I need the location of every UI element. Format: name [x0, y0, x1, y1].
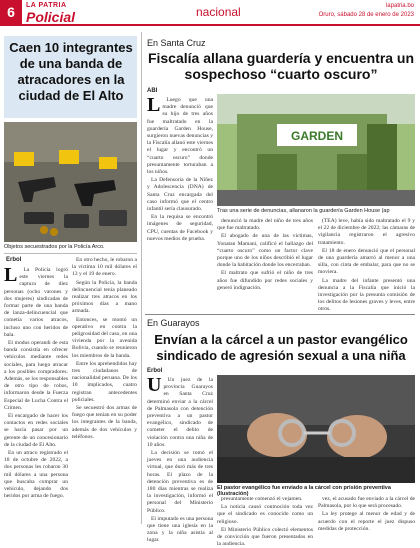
left-story-col1	[4, 264, 68, 525]
drop-cap: U	[147, 374, 162, 396]
bottom-story-col3	[318, 496, 415, 532]
bottom-story-kicker: En Guarayos	[147, 318, 200, 328]
paragraph: La Defensoría de la Niñez y Adolescencia (DNA) de Santa Cruz encargada del caso informó que el centro infantil sería clausurado.	[147, 177, 213, 213]
paragraph: La noticia causó conmoción toda vez que el sindicado es conocido como un religioso.	[217, 504, 313, 525]
bottom-story-headline: Envían a la cárcel a un pastor evangélico sindicado de agresión sexual a una niña	[154, 332, 408, 363]
drop-cap: L	[4, 264, 18, 286]
top-story-byline: ABI	[147, 88, 158, 94]
masthead-logo: Policial	[26, 9, 76, 25]
section-title: nacional	[196, 5, 241, 19]
paragraph: El modus operandi de esta banda consistía en ofrecer vehículos mediante redes sociales, para luego atracar a los posibles compradores. Además, se los responsables de otro tipo de robos, informaron desde la Fuerza Especial de Lucha Contra el Crimen.	[4, 340, 68, 411]
daycare-photo	[217, 94, 415, 206]
paragraph: En un atraco registrado el 18 de octubre de 2022, a dos personas les robaron 30 mil dólares a una persona que buscaba comprar un vehículo, dejando dos heridos por arma de fuego.	[4, 450, 68, 500]
left-headline: Caen 10 integrantes de una banda de atracadores en la ciudad de El Alto	[9, 40, 133, 103]
top-story-headline: Fiscalía allana guardería y encuentra un sospechoso “cuarto oscuro”	[147, 50, 415, 82]
top-story-col3	[318, 218, 415, 313]
paragraph: La madre del infante presentó una denuncia a la Fiscalía que inició la investigación por la presunta comisión de los delitos de lesiones graves y leves, entre otros.	[318, 277, 415, 313]
bottom-story-col1	[147, 374, 213, 544]
left-photo-caption: Objetos secuestrados por la Policía Arco.	[4, 244, 105, 250]
paragraph: La decisión se tomó el jueves en una audiencia virtual, que duró más de tres horas. El plazo de la detención preventiva es de 180 días mientras se realiza la investigación, informó el personal del Ministerio Público.	[147, 450, 213, 514]
page-header	[0, 0, 420, 26]
paragraph: Un juez de la provincia Guarayos en Santa Cruz determinó enviar a la cárcel de Palmasola con detención preventiva a un pastor evangélico, sindicado de cometer el delito de violación contra una niña de 10 años.	[147, 377, 213, 448]
paragraph: (TEA) leve, había sido maltratado el 9 y el 22 de diciembre de 2022; las cámaras de vigilancia registraron el agresivo tratamiento.	[318, 218, 415, 246]
bottom-story-byline: Erbol	[147, 368, 163, 374]
story-divider	[145, 314, 415, 315]
svg-text:GARDEN: GARDEN	[290, 129, 344, 143]
paragraph: presuntamente comenzó el vejamen.	[221, 496, 303, 502]
left-byline: Erbol	[6, 257, 22, 263]
top-photo-caption: Tras una serie de denuncias, allanaron la guardería Garden House (ap	[217, 208, 390, 214]
paragraph: El 18 de enero denunció que el personal de una guardería amarró al menor a una silla, con cinta de embalar, para que no se moviera.	[318, 247, 415, 276]
column-divider	[141, 32, 142, 524]
paragraph: Según la Policía, la banda delincuencial tenía planeado realizar tres atracos en los próximos días a mano armada.	[72, 279, 137, 315]
paragraph: El encargado de hacer los contactos en redes sociales se hacía pasar por un gerente de un concesionario de la ciudad de El Alto.	[4, 413, 68, 448]
top-story-kicker: En Santa Cruz	[147, 38, 206, 48]
paragraph: denunció la madre del niño de tres años que fue maltratado.	[217, 218, 313, 232]
bottom-photo-caption: El pastor evangélico fue enviado a la cárcel con prisión preventiva (Ilustración)	[217, 485, 391, 497]
paragraph: Entonces, se montó un operativo en contra la peligrosidad del caso, en una vivienda por la avenida Bolivia, cuando se reunieron los miembros de la banda.	[72, 316, 137, 359]
handcuffs-photo	[217, 375, 415, 483]
page-number: 6	[0, 0, 22, 24]
issue-date: Oruro, sábado 28 de enero de 2023	[318, 12, 414, 18]
caption-rule	[4, 253, 137, 254]
paragraph: En la requisa se encontró imágenes de seguridad, CPU, cuentas de Facebook y nuevos medios de prueba.	[147, 214, 213, 242]
masthead-top: LA PATRIA	[26, 2, 67, 9]
paragraph: Luego que una madre denunció que su hijo de tres años fue maltratado en la guardería Garden House, surgieron nuevas denuncias y la Fiscalía allanó este viernes el lugar y encontró un “cuarto oscuro” donde presuntamente torturaban a los niños.	[147, 97, 213, 176]
top-story-col1	[147, 94, 213, 307]
paragraph: El Ministerio Público colectó elementos de convicción que fueron presentados en la audiencia.	[217, 526, 313, 548]
paragraph: vez, el acusado fue enviado a la cárcel de Palmasola, por lo que será procesado.	[318, 496, 415, 510]
paragraph: En otro hecho, le robaron a la víctima 10 mil dólares el 13 y el 19 de enero.	[72, 257, 137, 278]
site-url: lapatria.bo	[385, 3, 414, 9]
paragraph: Entre los aprehendidos hay tres ciudadanos de nacionalidad peruana. De los 10 implicados, cuatro registran antecedentes policiales.	[72, 360, 137, 403]
paragraph: La Policía logró este viernes la captura de diez personas (ocho varones y dos mujeres) sindicadas de formar parte de una banda de lanza-delincuencial que cometía varios atracos, incluso uno con heridos de bala.	[4, 267, 68, 338]
top-story-col2	[217, 218, 313, 310]
paragraph: El imputado es una persona que tiene una iglesia en la zona y la niña asistía al lugar.	[147, 515, 213, 544]
drop-cap: L	[147, 94, 161, 116]
paragraph: El abogado de una de las víctimas, Yonatan Mamani, calificó el hallazgo del “cuarto oscuro” como un factor clave porque uno de los niños describió el lugar donde la habitación donde los encerraban.	[217, 233, 313, 269]
bottom-story-col2	[217, 496, 313, 548]
paragraph: La ley protege al menor de edad y de acuerdo con el reporte el juez dispuso medidas de protección.	[318, 511, 415, 532]
paragraph: El maltrato que sufrió el niño de tres años fue difundido por redes sociales y generó indignación.	[217, 270, 313, 291]
paragraph: Se secuestró dos armas de fuego que tenían en su poder los integrantes de la banda, además de dos vehículos y teléfonos.	[72, 405, 137, 440]
evidence-photo	[4, 122, 137, 242]
left-story-col2	[72, 257, 137, 525]
